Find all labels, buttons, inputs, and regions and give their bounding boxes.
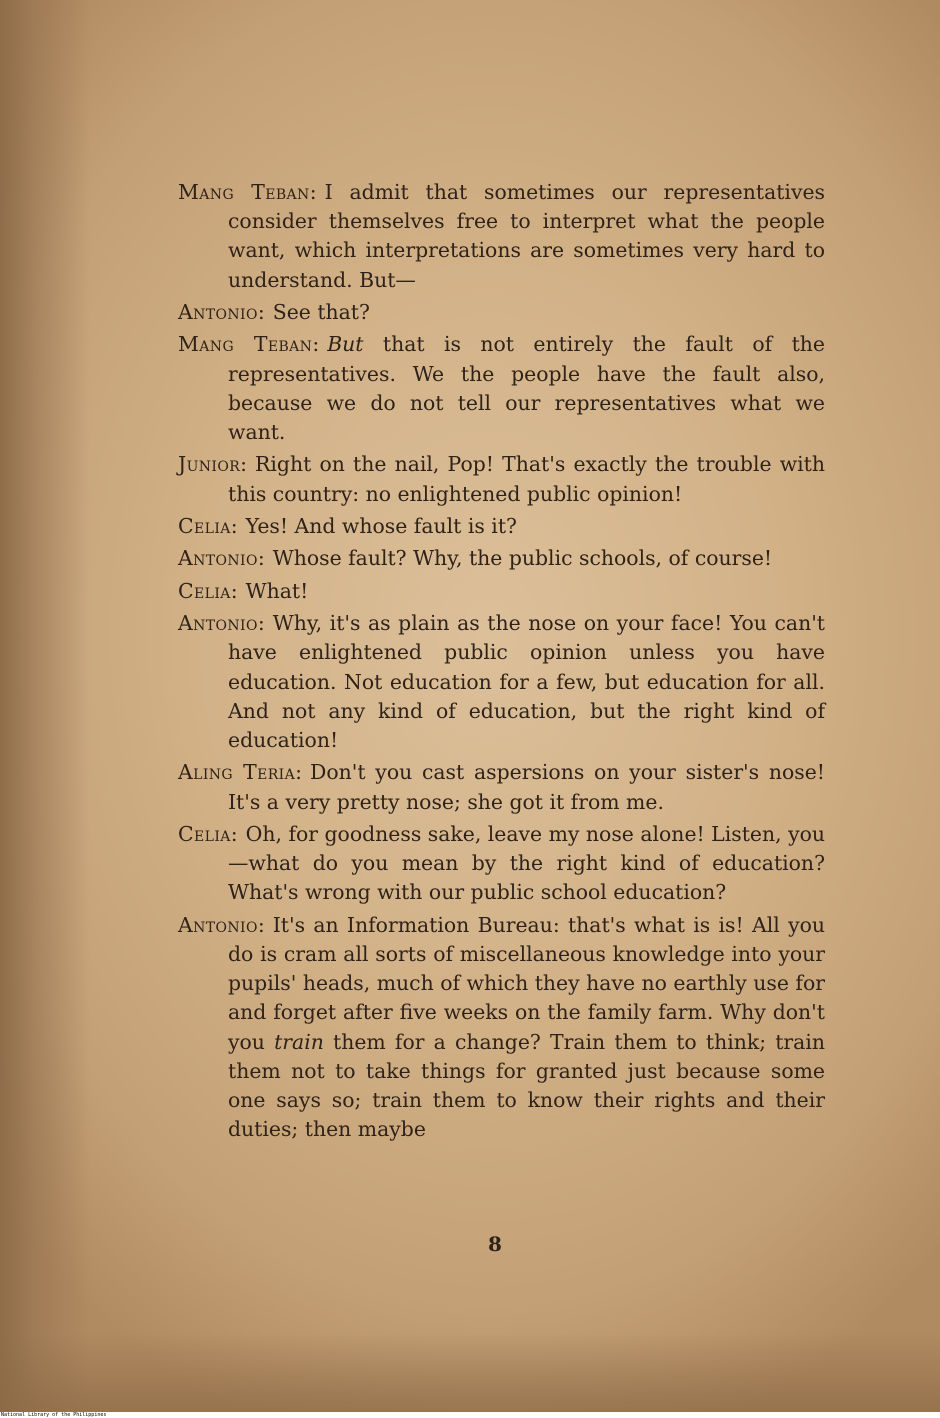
- dialogue-paragraph: [178, 820, 825, 908]
- speaker-colon: :: [312, 332, 320, 357]
- dialogue-paragraph: [178, 330, 825, 447]
- speech-text: Oh, for goodness sake, leave my nose alone! Listen, you—what do you mean by the right kind of education? What's wrong with our public school education?: [228, 821, 825, 905]
- speaker-name: Antonio: [178, 611, 258, 636]
- emphasis-text: But: [327, 332, 364, 357]
- speaker-name: Antonio: [178, 300, 258, 324]
- speech-text: See that?: [272, 300, 370, 324]
- speech-text: Why, it's as plain as the nose on your face! You can't have enlightened public opinion unless you have education. Not education for a few, but education for all. And not any kind of education, but the right kind of education!: [228, 611, 825, 752]
- dialogue-text: [178, 178, 825, 1148]
- speaker-name: Mang Teban: [178, 332, 313, 357]
- speaker-name: Antonio: [178, 912, 258, 937]
- speaker-name: Antonio: [178, 546, 258, 571]
- speaker-colon: :: [257, 300, 265, 324]
- footer-strip: [0, 1412, 940, 1418]
- speech-text: Right on the nail, Pop! That's exactly the trouble with this country: no enlightened public opinion!: [228, 452, 825, 506]
- dialogue-paragraph: [178, 911, 825, 1145]
- speaker-colon: :: [295, 760, 303, 785]
- page-number: 8: [488, 1232, 502, 1256]
- speech-text: It's an Information Bureau: that's what is is! All you do is cram all sorts of miscellaneous knowledge into your pupils' heads, much of which they have no earthly use for and forget after five weeks on the family farm. Why don't you: [228, 912, 825, 1054]
- speaker-name: Mang Teban: [178, 180, 310, 204]
- speaker-name: Celia: [178, 821, 231, 846]
- speech-text: What!: [245, 578, 309, 603]
- dialogue-paragraph: [178, 609, 825, 755]
- speaker-colon: :: [257, 611, 265, 636]
- speech-text: them for a change? Train them to think; train them not to take things for granted just because some one says so; train them to know their rights and their duties; then maybe: [228, 1029, 825, 1142]
- dialogue-paragraph: [178, 544, 825, 573]
- speaker-colon: :: [257, 912, 265, 937]
- speech-text: Yes! And whose fault is it?: [245, 513, 517, 538]
- speaker-colon: :: [230, 513, 238, 538]
- speech-text: that is not entirely the fault of the representatives. We the people have the fault also, because we do not tell our representatives what we want.: [228, 332, 825, 444]
- speaker-name: Celia: [178, 513, 231, 538]
- speaker-colon: :: [257, 546, 265, 571]
- dialogue-paragraph: [178, 450, 825, 508]
- dialogue-paragraph: [178, 298, 825, 327]
- speaker-name: Aling Teria: [178, 760, 296, 785]
- speaker-colon: :: [230, 578, 238, 603]
- dialogue-paragraph: [178, 512, 825, 541]
- footer-credit: National Library of the Philippines: [1, 1412, 107, 1418]
- speaker-colon: :: [309, 180, 317, 204]
- dialogue-paragraph: [178, 758, 825, 816]
- dialogue-paragraph: [178, 577, 825, 606]
- speaker-colon: :: [240, 452, 248, 477]
- speech-text: I admit that sometimes our representatives consider themselves free to interpret what the people want, which interpretations are sometimes very hard to understand. But—: [228, 180, 826, 292]
- emphasis-text: train: [274, 1029, 324, 1054]
- speaker-name: Junior: [178, 452, 241, 477]
- speech-text: Whose fault? Why, the public schools, of course!: [272, 546, 773, 571]
- dialogue-paragraph: [178, 178, 825, 295]
- speaker-colon: :: [230, 821, 238, 846]
- speaker-name: Celia: [178, 578, 231, 603]
- speech-text: Don't you cast aspersions on your sister's nose! It's a very pretty nose; she got it from me.: [228, 760, 826, 814]
